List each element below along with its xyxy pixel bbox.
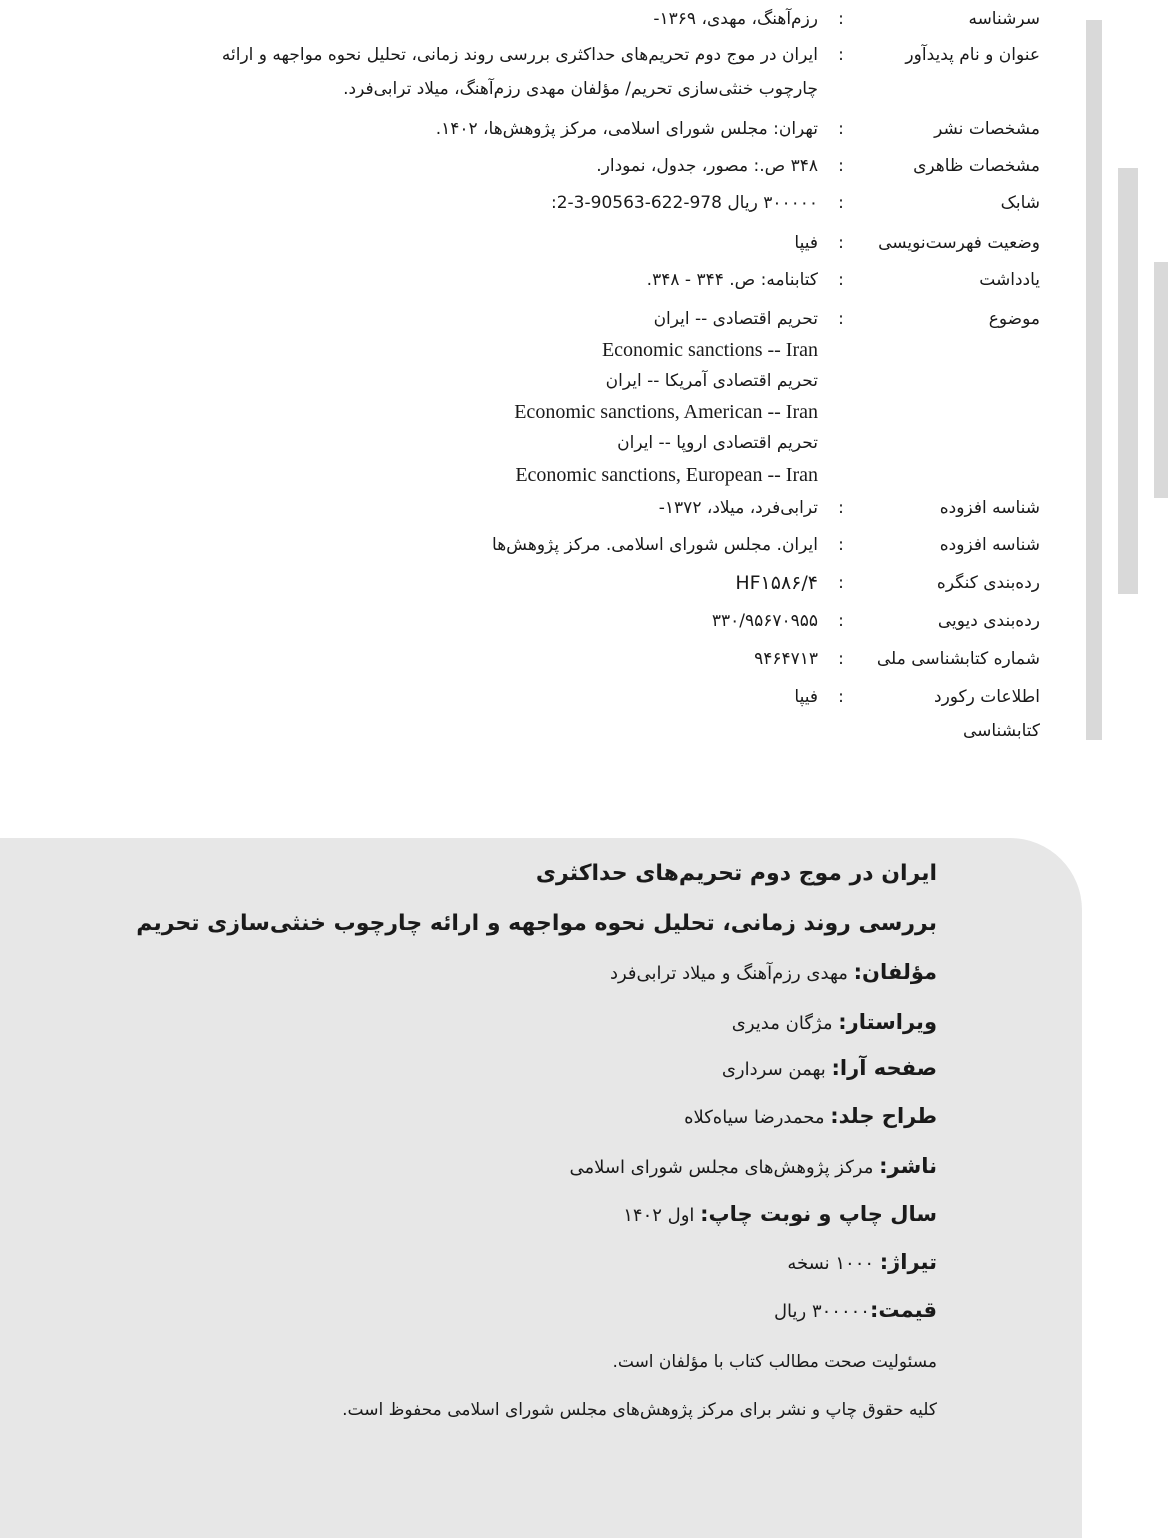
info-key: مؤلفان: <box>853 960 937 984</box>
catalog-label: یادداشت <box>979 270 1040 290</box>
catalog-label: سرشناسه <box>968 9 1040 29</box>
catalog-separator: : <box>838 9 844 29</box>
catalog-row <box>0 642 1168 676</box>
info-field-price <box>774 1290 937 1332</box>
info-key: تیراژ: <box>879 1250 937 1274</box>
info-value: مرکز پژوهش‌های مجلس شورای اسلامی <box>569 1157 880 1178</box>
info-key: قیمت: <box>869 1298 937 1322</box>
info-key: سال چاپ و نوبت چاپ: <box>700 1202 937 1226</box>
catalog-value: رزم‌آهنگ، مهدی، ۱۳۶۹- <box>653 9 818 29</box>
info-value: مژگان مدیری <box>731 1013 839 1034</box>
catalog-row <box>0 566 1168 600</box>
catalog-row <box>0 38 1168 108</box>
catalog-separator: : <box>838 156 844 176</box>
catalog-separator: : <box>838 270 844 290</box>
catalog-row <box>0 395 1168 429</box>
catalog-label: رده‌بندی دیویی <box>937 611 1040 631</box>
catalog-separator: : <box>838 193 844 213</box>
catalog-row <box>0 226 1168 260</box>
catalog-value: HF۱۵۸۶/۴ <box>735 572 818 594</box>
catalog-value: ۹۴۶۴۷۱۳ <box>754 649 818 669</box>
info-value: بهمن سرداری <box>721 1059 832 1080</box>
info-field-authors <box>610 952 937 994</box>
catalog-separator: : <box>838 309 844 329</box>
info-value: ۳۰۰۰۰۰ ریال <box>773 1301 870 1322</box>
catalog-row <box>0 426 1168 460</box>
catalog-label: اطلاعات رکورد <box>934 687 1040 707</box>
catalog-label: شابک <box>1000 193 1040 213</box>
catalog-label: وضعیت فهرست‌نویسی <box>878 233 1040 253</box>
catalog-row <box>0 112 1168 146</box>
info-key: طراح جلد: <box>830 1104 937 1128</box>
catalog-row <box>0 680 1168 750</box>
catalog-row <box>0 458 1168 492</box>
catalog-label: شناسه افزوده <box>939 498 1040 518</box>
catalog-value-continued: چارچوب خنثی‌سازی تحریم/ مؤلفان مهدی رزم‌آهنگ، میلاد ترابی‌فرد. <box>343 79 818 99</box>
info-field-editor <box>732 1002 937 1044</box>
catalog-separator: : <box>838 649 844 669</box>
responsibility-note: مسئولیت صحت مطالب کتاب با مؤلفان است. <box>612 1352 937 1372</box>
catalog-value: تحریم اقتصادی -- ایران <box>653 309 818 329</box>
catalog-row <box>0 2 1168 36</box>
catalog-value: تهران: مجلس شورای اسلامی، مرکز پژوهش‌ها، ۱۴۰۲. <box>435 119 818 139</box>
catalog-separator: : <box>838 45 844 65</box>
catalog-label-continued: کتابشناسی <box>962 721 1040 741</box>
info-field-publisher <box>569 1146 937 1188</box>
copyright-note: کلیه حقوق چاپ و نشر برای مرکز پژوهش‌های مجلس شورای اسلامی محفوظ است. <box>342 1400 937 1420</box>
catalog-row <box>0 149 1168 183</box>
book-info-box <box>0 838 1082 1538</box>
catalog-separator: : <box>838 233 844 253</box>
catalog-row <box>0 491 1168 525</box>
info-key: ویراستار: <box>838 1010 937 1034</box>
catalog-separator: : <box>838 498 844 518</box>
info-value: محمدرضا سیاه‌کلاه <box>684 1107 831 1128</box>
catalog-row <box>0 333 1168 367</box>
catalog-row <box>0 186 1168 220</box>
info-key: ناشر: <box>879 1154 937 1178</box>
catalog-separator: : <box>838 611 844 631</box>
catalog-label: عنوان و نام پدیدآور <box>905 45 1040 65</box>
info-field-print-run <box>787 1242 937 1284</box>
catalog-value: فیپا <box>794 687 818 707</box>
catalog-value: Economic sanctions, American -- Iran <box>514 401 818 423</box>
catalog-value: ۳۳۰/۹۵۶۷۰۹۵۵ <box>711 611 818 631</box>
catalog-value: Economic sanctions, European -- Iran <box>515 464 818 486</box>
catalog-row <box>0 263 1168 297</box>
info-value: ۱۰۰۰ نسخه <box>787 1253 880 1274</box>
catalog-label: موضوع <box>988 309 1040 329</box>
catalog-label: مشخصات نشر <box>934 119 1040 139</box>
catalog-value: ایران در موج دوم تحریم‌های حداکثری بررسی روند زمانی، تحلیل نحوه مواجهه و ارائه <box>221 45 818 65</box>
catalog-value: فیپا <box>794 233 818 253</box>
catalog-row <box>0 604 1168 638</box>
catalog-value: تحریم اقتصادی اروپا -- ایران <box>617 433 818 453</box>
catalog-value: ترابی‌فرد، میلاد، ۱۳۷۲- <box>658 498 818 518</box>
book-subtitle: بررسی روند زمانی، تحلیل نحوه مواجهه و ارائه چارچوب خنثی‌سازی تحریم <box>136 911 937 936</box>
catalog-separator: : <box>838 119 844 139</box>
catalog-label: مشخصات ظاهری <box>913 156 1040 176</box>
info-field-layout <box>722 1048 937 1090</box>
catalog-row <box>0 302 1168 336</box>
catalog-row <box>0 528 1168 562</box>
info-value: اول ۱۴۰۲ <box>623 1205 701 1226</box>
catalog-label: شناسه افزوده <box>939 535 1040 555</box>
book-title: ایران در موج دوم تحریم‌های حداکثری <box>535 861 937 886</box>
catalog-separator: : <box>838 687 844 707</box>
catalog-value: کتابنامه: ص. ۳۴۴ - ۳۴۸. <box>646 270 818 290</box>
catalog-label: رده‌بندی کنگره <box>936 573 1040 593</box>
catalog-value: Economic sanctions -- Iran <box>601 339 818 361</box>
catalog-separator: : <box>838 535 844 555</box>
catalog-value: ایران. مجلس شورای اسلامی. مرکز پژوهش‌ها <box>492 535 818 555</box>
catalog-value: ۳۴۸ ص.: مصور، جدول، نمودار. <box>596 156 818 176</box>
info-value: مهدی رزم‌آهنگ و میلاد ترابی‌فرد <box>609 963 854 984</box>
info-field-edition <box>623 1194 937 1236</box>
catalog-value: تحریم اقتصادی آمریکا -- ایران <box>605 371 818 391</box>
catalog-row <box>0 364 1168 398</box>
info-field-cover-designer <box>684 1096 937 1138</box>
info-key: صفحه آرا: <box>831 1056 937 1080</box>
catalog-value: ۳۰۰۰۰۰ ریال 978-622-90563-3-2: <box>550 193 818 213</box>
catalog-separator: : <box>838 573 844 593</box>
catalog-label: شماره کتابشناسی ملی <box>876 649 1040 669</box>
